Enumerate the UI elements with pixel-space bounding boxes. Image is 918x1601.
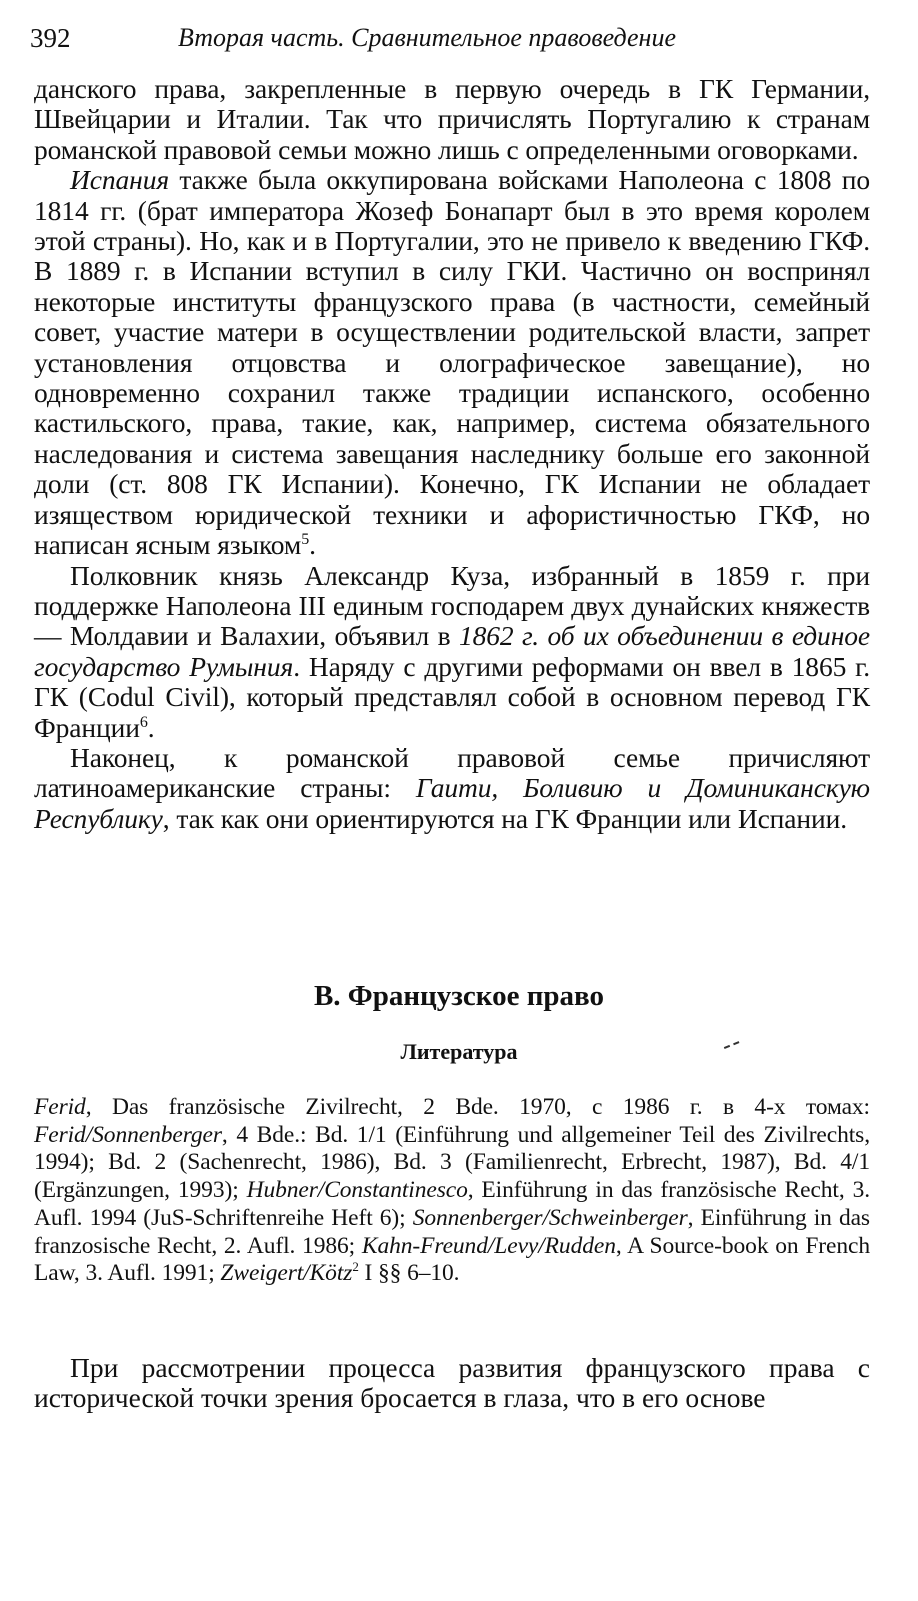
paragraph-text: , так как они ориентируются на ГК Франции или Испании.: [162, 802, 848, 834]
paragraph-romania: [34, 561, 870, 743]
citation-text: , A Source-book on French Law, 3. Aufl. 1991;: [34, 1232, 870, 1287]
paragraph-spain: [34, 165, 870, 560]
citation-text: , Das französische Zivilrecht, 2 Bde. 1970, с 1986 г. в 4-х томах:: [85, 1094, 870, 1120]
citation-text: , 4 Bde.: Bd. 1/1 (Einführung und allgemeiner Teil des Zivilrechts, 1994); Bd. 2 (Sachenrecht, 1986), Bd. 3 (Familienrecht, Erbrecht, 1987), Bd. 4/1 (Ergänzungen, 1993);: [34, 1121, 870, 1204]
running-header: [30, 18, 870, 58]
main-text: [34, 74, 870, 834]
paragraph-text: Наконец, к романской правовой семье причисляют латиноамериканские страны:: [34, 741, 870, 804]
punctuation: .: [147, 711, 155, 743]
author-name: Hubner/Constantinesco: [246, 1177, 468, 1204]
paragraph-text: данского права, закрепленные в первую очередь в ГК Германии, Швейцарии и Италии. Так что причислять Португалию к странам романской правовой семьи можно лишь с определенными оговорками.: [34, 73, 870, 165]
punctuation: .: [309, 529, 316, 561]
page-number: 392: [30, 23, 71, 53]
author-name: Kahn-Freund/Levy/Rudden: [361, 1232, 616, 1259]
paragraph-latin-america: [34, 743, 870, 834]
emphasis-spain: Испания: [70, 164, 170, 196]
citation-text: I §§ 6–10.: [358, 1260, 460, 1287]
footnote-marker: 6: [139, 713, 148, 731]
citation-text: , Einführung in das französische Recht, 3. Aufl. 1994 (JuS-Schriftenreihe Heft 6);: [34, 1177, 870, 1231]
literature-list: [34, 1094, 870, 1288]
emphasis-countries: Гаити, Боливию и Доминиканскую Республику: [34, 772, 870, 834]
author-name: Zweigert/Kötz: [220, 1260, 353, 1287]
citation-text: , Einführung in das franzosische Recht, 2. Aufl. 1986;: [34, 1204, 870, 1259]
paragraph-continuation: [34, 74, 870, 165]
literature-paragraph: [34, 1094, 870, 1288]
paragraph-text: . Наряду с другими реформами он ввел в 1865 г. ГК (Codul Civil), который представлял собой в основном перевод ГК Франции: [34, 650, 870, 743]
paragraph-french-law: [34, 1353, 870, 1414]
author-name: Ferid/Sonnenberger: [34, 1121, 222, 1148]
section-heading: B. Французское право: [313, 980, 605, 1012]
footnote-marker: 2: [352, 1259, 359, 1275]
emphasis-romania: 1862 г. об их объединении в единое государство Румыния: [34, 620, 870, 682]
paragraph-text: При рассмотрении процесса развития французского права с исторической точки зрения бросается в глаза, что в его основе: [34, 1352, 870, 1414]
closing-text: [34, 1353, 870, 1414]
author-name: Sonnenberger/Schweinberger: [412, 1204, 688, 1231]
paragraph-text: Полковник князь Александр Куза, избранный в 1859 г. при поддержке Наполеона III единым господарем двух дунайских княжеств — Молдавии и Валахии, объявил в: [34, 559, 870, 652]
paragraph-text: также была оккупирована войсками Наполеона с 1808 по 1814 гг. (брат императора Жозеф Бонапарт был в это время королем этой страны). Но, как и в Португалии, это не привело к введению ГКФ. В 1889 г. в Испании вступил в силу ГКИ. Частично он воспринял некоторые институты французского права (в частности, семейный совет, участие матери в осуществлении родительской власти, запрет установления отцовства и олографическое завещание), но одновременно сохранил также традиции испанского, особенно кастильского, права, такие, как, например, система обязательного наследования и система завещания наследнику больше его законной доли (ст. 808 ГК Испании). Конечно, ГК Испании не обладает изяществом юридической техники и афористичностью ГКФ, но написан ясным языком: [34, 164, 870, 561]
running-title: Вторая часть. Сравнительное правоведение: [178, 23, 676, 52]
footnote-marker: 5: [301, 530, 310, 548]
literature-heading: Литература: [400, 1039, 518, 1064]
author-name: Ferid: [34, 1094, 86, 1120]
